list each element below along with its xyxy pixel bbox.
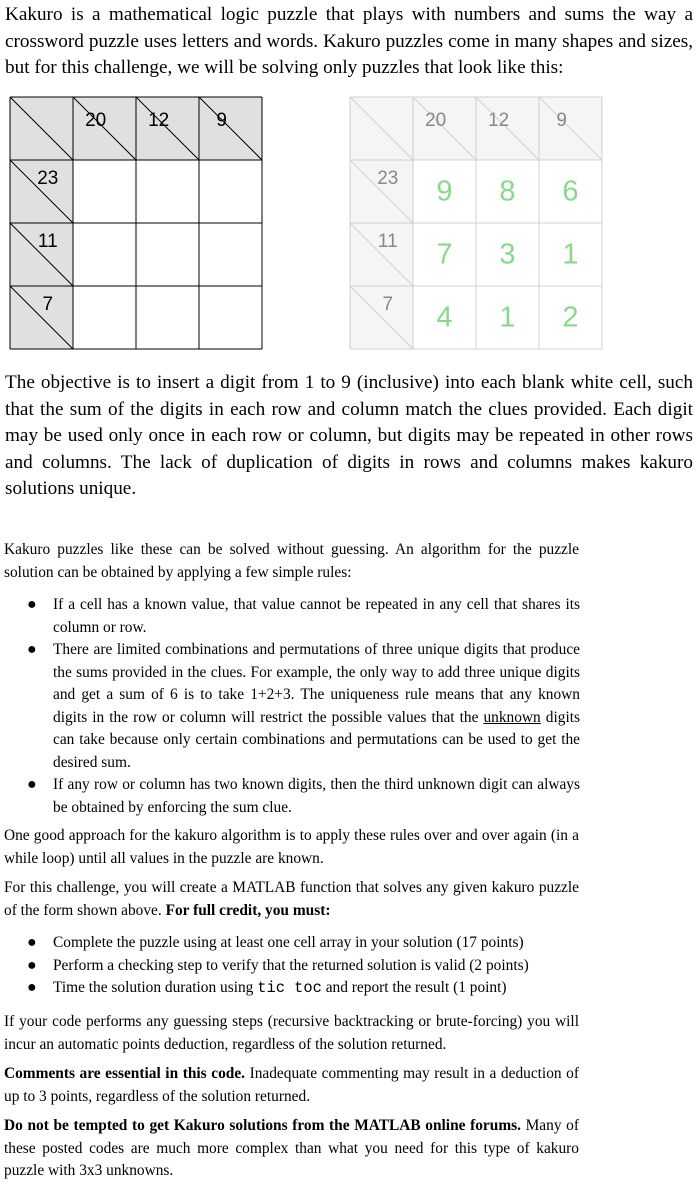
column-clue-number: 9 (556, 109, 567, 131)
bullet-icon: ● (27, 979, 37, 996)
challenge-paragraph (4, 877, 579, 922)
comments-paragraph (4, 1063, 579, 1108)
row-clue-number: 7 (382, 293, 394, 315)
solution-digit: 3 (499, 238, 516, 271)
solution-digit: 1 (562, 238, 579, 271)
forums-bold-text: Do not be tempted to get Kakuro solutions from the MATLAB online forums. (4, 1117, 521, 1134)
comments-text: Inadequate commenting may result in a deduction of up to 3 points, regardless of the solution returned. (4, 1065, 579, 1105)
column-clue-number: 9 (216, 109, 227, 131)
bullet-icon: ● (27, 596, 37, 613)
rule-text: If a cell has a known value, that value cannot be repeated in any cell that shares its column or row. (53, 596, 580, 636)
rule-item (0, 774, 580, 819)
solved-puzzle-grid (350, 97, 602, 349)
solution-digit: 7 (436, 238, 453, 271)
column-clue-number: 20 (85, 109, 107, 131)
row-clue-number: 11 (377, 230, 398, 252)
approach-paragraph: One good approach for the kakuro algorithm is to apply these rules over and over again (in a while loop) until all values in the puzzle are known. (4, 827, 579, 867)
credit-text: Complete the puzzle using at least one cell array in your solution (17 points) (53, 934, 524, 951)
solution-digit: 1 (499, 301, 516, 334)
rules-list (0, 594, 580, 819)
solution-digit: 9 (436, 175, 453, 208)
solution-digit: 2 (562, 301, 579, 334)
credit-item (0, 955, 580, 978)
bullet-icon: ● (27, 776, 37, 793)
credit-item (0, 977, 580, 1000)
row-clue-number: 11 (37, 230, 58, 252)
credit-text: Time the solution duration using (53, 979, 258, 996)
intro-paragraph: Kakuro is a mathematical logic puzzle that plays with numbers and sums the way a crossword puzzle uses letters and words. Kakuro puzzles come in many shapes and sizes, but for this challenge, we will be solving only puzzles that look like this: (5, 4, 693, 78)
rule-item (0, 639, 580, 774)
rule-text: If any row or column has two known digits, then the third unknown digit can always be obtained by enforcing the sum clue. (53, 776, 580, 816)
challenge-bold-text: For full credit, you must: (165, 901, 331, 919)
forums-text: Many of these posted codes are much more complex than what you need for this type of kakuro puzzle with 3x3 unknowns. (4, 1117, 579, 1179)
bullet-icon: ● (27, 934, 37, 951)
bullet-icon: ● (27, 641, 37, 658)
challenge-text: For this challenge, you will create a MATLAB function that solves any given kakuro puzzle of the form shown above. (4, 879, 579, 919)
credit-text: and report the result (1 point) (321, 979, 507, 996)
column-clue-number: 12 (488, 109, 510, 131)
objective-paragraph: The objective is to insert a digit from 1 to 9 (inclusive) into each blank white cell, such that the sum of the digits in each row and column match the clues provided. Each digit may be used only once in each row or column, but digits may be repeated in other rows and columns. The lack of duplication of digits in rows and columns makes kakuro solutions unique. (5, 372, 693, 499)
credit-item (0, 932, 580, 955)
forums-paragraph (4, 1115, 579, 1183)
kakuro-figures (0, 0, 697, 360)
rule-underlined-word: unknown (483, 708, 541, 726)
row-clue-number: 23 (377, 167, 399, 189)
rule-text: There are limited combinations and permutations of three unique digits that produce the sums provided in the clues. For example, the only way to add three unique digits and get a sum of 6 is to take 1+2+3. The uniqueness rule means that any known digits in the row or column will restrict the possible values that the (53, 641, 580, 726)
guessing-paragraph: If your code performs any guessing steps (recursive backtracking or brute-forcing) you will incur an automatic points deduction, regardless of the solution returned. (4, 1013, 579, 1053)
credit-list (0, 932, 580, 1000)
column-clue-number: 20 (425, 109, 447, 131)
row-clue-number: 7 (42, 293, 54, 315)
solution-digit: 8 (499, 175, 516, 208)
credit-text: Perform a checking step to verify that the returned solution is valid (2 points) (53, 956, 529, 974)
rule-text: digits can take because only certain combinations and permutations can be used to get the desired sum. (53, 708, 580, 771)
inline-code: tic toc (257, 979, 322, 997)
solution-digit: 4 (436, 301, 453, 334)
bullet-icon: ● (27, 956, 37, 974)
rules-intro: Kakuro puzzles like these can be solved without guessing. An algorithm for the puzzle solution can be obtained by applying a few simple rules: (4, 541, 579, 581)
rule-item (0, 594, 580, 639)
comments-bold-text: Comments are essential in this code. (4, 1065, 245, 1082)
row-clue-number: 23 (37, 167, 59, 189)
column-clue-number: 12 (148, 109, 170, 131)
solution-digit: 6 (562, 175, 579, 208)
empty-puzzle-grid (10, 97, 262, 349)
